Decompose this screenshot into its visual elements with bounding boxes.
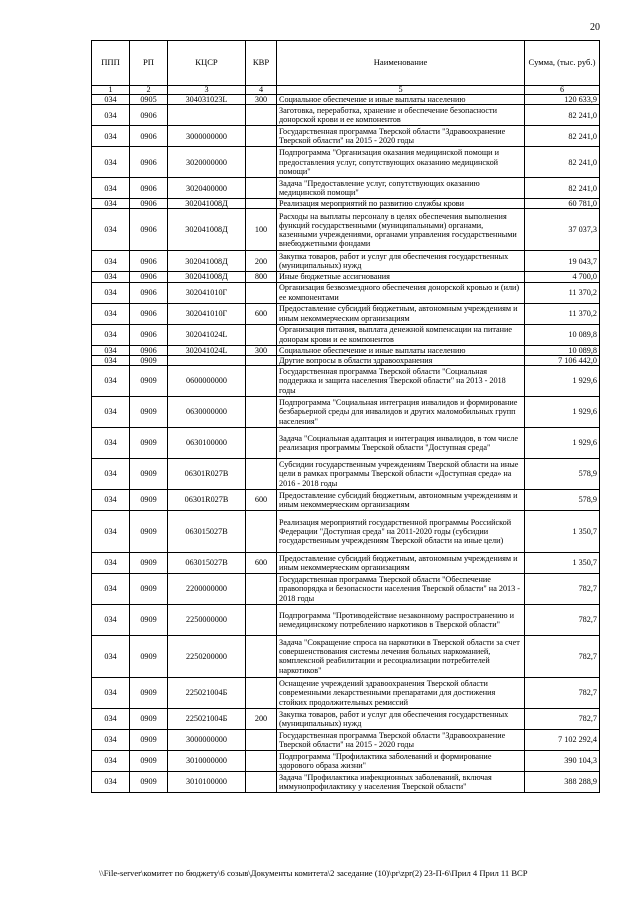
cell-ppp: 034: [92, 178, 130, 199]
cell-name: Подпрограмма "Социальная интеграция инвалидов и формирование безбарьерной среды для инвалидов и других маломобильных групп населения": [277, 396, 525, 427]
cell-ppp: 034: [92, 750, 130, 771]
cell-sum: 82 241,0: [525, 126, 600, 147]
cell-rp: 0906: [130, 126, 168, 147]
cell-name: Социальное обеспечение и иные выплаты населению: [277, 95, 525, 105]
cell-sum: 7 102 292,4: [525, 729, 600, 750]
col-index: 5: [277, 86, 525, 95]
cell-rp: 0906: [130, 209, 168, 251]
cell-name: Заготовка, переработка, хранение и обеспечение безопасности донорской крови и ее компонентов: [277, 105, 525, 126]
cell-ppp: 034: [92, 604, 130, 635]
col-header-rp: РП: [130, 41, 168, 86]
cell-kcsr: 2250200000: [168, 635, 246, 677]
cell-rp: 0906: [130, 178, 168, 199]
cell-kvr: [246, 750, 277, 771]
cell-sum: 10 089,8: [525, 324, 600, 345]
table-row: [92, 396, 600, 427]
table-row: [92, 105, 600, 126]
cell-kvr: [246, 105, 277, 126]
cell-sum: 782,7: [525, 635, 600, 677]
table-row: [92, 95, 600, 105]
cell-rp: 0906: [130, 303, 168, 324]
cell-name: Предоставление субсидий бюджетным, автономным учреждениям и иным некоммерческим организациям: [277, 552, 525, 573]
cell-kvr: [246, 677, 277, 708]
cell-kvr: [246, 427, 277, 458]
table-row: [92, 147, 600, 178]
cell-rp: 0909: [130, 458, 168, 489]
cell-sum: 1 929,6: [525, 396, 600, 427]
cell-rp: 0905: [130, 95, 168, 105]
cell-ppp: 034: [92, 199, 130, 209]
page-number: 20: [590, 22, 600, 33]
cell-name: Задача "Профилактика инфекционных заболеваний, включая иммунопрофилактику у населения Тверской области": [277, 771, 525, 792]
col-index: 4: [246, 86, 277, 95]
cell-sum: 60 781,0: [525, 199, 600, 209]
cell-kvr: [246, 396, 277, 427]
cell-rp: 0909: [130, 604, 168, 635]
cell-rp: 0909: [130, 573, 168, 604]
cell-kcsr: 063015027В: [168, 552, 246, 573]
cell-sum: 1 929,6: [525, 427, 600, 458]
cell-kcsr: 3000000000: [168, 126, 246, 147]
cell-name: Иные бюджетные ассигнования: [277, 272, 525, 282]
cell-kcsr: 06301R027В: [168, 458, 246, 489]
cell-kcsr: [168, 105, 246, 126]
cell-kvr: [246, 178, 277, 199]
cell-kcsr: 302041008Д: [168, 272, 246, 282]
cell-kvr: [246, 510, 277, 552]
cell-rp: 0906: [130, 251, 168, 272]
cell-ppp: 034: [92, 510, 130, 552]
table-row: [92, 209, 600, 251]
cell-kcsr: [168, 355, 246, 365]
cell-kvr: 100: [246, 209, 277, 251]
table-row: [92, 126, 600, 147]
cell-name: Закупка товаров, работ и услуг для обеспечения государственных (муниципальных) нужд: [277, 708, 525, 729]
cell-ppp: 034: [92, 396, 130, 427]
cell-sum: 82 241,0: [525, 105, 600, 126]
column-index-row: [92, 86, 600, 95]
cell-sum: 19 043,7: [525, 251, 600, 272]
table-row: [92, 573, 600, 604]
cell-rp: 0909: [130, 677, 168, 708]
cell-ppp: 034: [92, 635, 130, 677]
cell-ppp: 034: [92, 105, 130, 126]
table-row: [92, 324, 600, 345]
cell-kvr: 800: [246, 272, 277, 282]
cell-kcsr: 0600000000: [168, 365, 246, 396]
col-header-ppp: ППП: [92, 41, 130, 86]
cell-sum: 782,7: [525, 604, 600, 635]
cell-ppp: 034: [92, 126, 130, 147]
cell-rp: 0909: [130, 365, 168, 396]
cell-kvr: [246, 729, 277, 750]
cell-kvr: 300: [246, 345, 277, 355]
table-row: [92, 427, 600, 458]
cell-sum: 1 350,7: [525, 510, 600, 552]
table-row: [92, 458, 600, 489]
cell-kcsr: 3020400000: [168, 178, 246, 199]
cell-kcsr: 302041008Д: [168, 251, 246, 272]
cell-kcsr: 3010000000: [168, 750, 246, 771]
cell-kvr: [246, 355, 277, 365]
cell-kcsr: 3020000000: [168, 147, 246, 178]
cell-sum: 782,7: [525, 708, 600, 729]
cell-ppp: 034: [92, 272, 130, 282]
cell-sum: 578,9: [525, 489, 600, 510]
cell-kvr: [246, 365, 277, 396]
cell-rp: 0909: [130, 510, 168, 552]
cell-kcsr: 06301R027В: [168, 489, 246, 510]
cell-kcsr: 0630100000: [168, 427, 246, 458]
cell-kvr: [246, 458, 277, 489]
cell-kcsr: 225021004Б: [168, 708, 246, 729]
cell-rp: 0906: [130, 105, 168, 126]
cell-ppp: 034: [92, 729, 130, 750]
table-row: [92, 199, 600, 209]
cell-sum: 578,9: [525, 458, 600, 489]
cell-sum: 7 106 442,0: [525, 355, 600, 365]
table-row: [92, 272, 600, 282]
cell-rp: 0909: [130, 396, 168, 427]
cell-name: Другие вопросы в области здравоохранения: [277, 355, 525, 365]
cell-kcsr: 2250000000: [168, 604, 246, 635]
cell-ppp: 034: [92, 708, 130, 729]
cell-name: Задача "Социальная адаптация и интеграция инвалидов, в том числе реализация программы Тверской области "Доступная среда": [277, 427, 525, 458]
cell-kvr: [246, 199, 277, 209]
cell-kcsr: 063015027В: [168, 510, 246, 552]
cell-ppp: 034: [92, 345, 130, 355]
cell-rp: 0909: [130, 489, 168, 510]
table-row: [92, 708, 600, 729]
cell-kcsr: 304031023L: [168, 95, 246, 105]
cell-kvr: 600: [246, 552, 277, 573]
cell-sum: 4 700,0: [525, 272, 600, 282]
table-row: [92, 489, 600, 510]
cell-sum: 37 037,3: [525, 209, 600, 251]
col-index: 2: [130, 86, 168, 95]
cell-name: Закупка товаров, работ и услуг для обеспечения государственных (муниципальных) нужд: [277, 251, 525, 272]
cell-name: Субсидии государственным учреждениям Тверской области на иные цели в рамках программы Тверской области «Доступная среда» на 2016 - 2018 годы: [277, 458, 525, 489]
table-row: [92, 510, 600, 552]
cell-ppp: 034: [92, 251, 130, 272]
cell-ppp: 034: [92, 365, 130, 396]
cell-rp: 0909: [130, 750, 168, 771]
cell-sum: 11 370,2: [525, 282, 600, 303]
file-path-footer: \\File-server\комитет по бюджету\6 созыв\Документы комитета\2 заседание (10)\pr\zpr(2) 23-П-6\Прил 4 Прил 11 ВСР: [99, 868, 528, 878]
budget-table: [91, 40, 600, 793]
cell-rp: 0909: [130, 635, 168, 677]
cell-ppp: 034: [92, 489, 130, 510]
cell-kvr: 600: [246, 303, 277, 324]
cell-rp: 0906: [130, 199, 168, 209]
cell-rp: 0906: [130, 272, 168, 282]
cell-ppp: 034: [92, 573, 130, 604]
cell-kcsr: 302041008Д: [168, 209, 246, 251]
table-row: [92, 282, 600, 303]
cell-name: Задача "Сокращение спроса на наркотики в Тверской области за счет совершенствования системы лечения больных наркоманией, комплексной реабилитации и ресоциализации потребителей наркотиков": [277, 635, 525, 677]
cell-rp: 0906: [130, 147, 168, 178]
cell-kvr: [246, 126, 277, 147]
cell-name: Подпрограмма "Профилактика заболеваний и формирование здорового образа жизни": [277, 750, 525, 771]
cell-ppp: 034: [92, 771, 130, 792]
cell-name: Подпрограмма "Организация оказания медицинской помощи и предоставления услуг, сопутствующих оказанию медицинской помощи": [277, 147, 525, 178]
table-row: [92, 365, 600, 396]
cell-kvr: 200: [246, 708, 277, 729]
table-row: [92, 771, 600, 792]
cell-kvr: [246, 324, 277, 345]
table-row: [92, 750, 600, 771]
cell-ppp: 034: [92, 355, 130, 365]
cell-ppp: 034: [92, 677, 130, 708]
cell-name: Предоставление субсидий бюджетным, автономным учреждениям и иным некоммерческим организациям: [277, 489, 525, 510]
table-row: [92, 729, 600, 750]
cell-sum: 82 241,0: [525, 178, 600, 199]
cell-sum: 782,7: [525, 573, 600, 604]
table-row: [92, 604, 600, 635]
cell-kcsr: 2200000000: [168, 573, 246, 604]
cell-name: Организация питания, выплата денежной компенсации на питание донорам крови и ее компонентов: [277, 324, 525, 345]
cell-rp: 0906: [130, 345, 168, 355]
col-index: 1: [92, 86, 130, 95]
cell-kcsr: 302041010Г: [168, 282, 246, 303]
cell-name: Государственная программа Тверской области "Здравоохранение Тверской области" на 2015 - 2020 годы: [277, 729, 525, 750]
cell-kvr: [246, 282, 277, 303]
cell-name: Государственная программа Тверской области "Социальная поддержка и защита населения Тверской области" на 2013 - 2018 годы: [277, 365, 525, 396]
col-index: 3: [168, 86, 246, 95]
table-body: [92, 95, 600, 793]
cell-sum: 11 370,2: [525, 303, 600, 324]
cell-kcsr: 302041024L: [168, 345, 246, 355]
cell-kvr: 600: [246, 489, 277, 510]
cell-kvr: [246, 573, 277, 604]
cell-ppp: 034: [92, 427, 130, 458]
cell-name: Реализация мероприятий по развитию службы крови: [277, 199, 525, 209]
cell-rp: 0909: [130, 427, 168, 458]
cell-kvr: [246, 604, 277, 635]
col-header-kvr: КВР: [246, 41, 277, 86]
cell-sum: 782,7: [525, 677, 600, 708]
cell-sum: 10 089,8: [525, 345, 600, 355]
cell-kcsr: 0630000000: [168, 396, 246, 427]
table-row: [92, 635, 600, 677]
cell-ppp: 034: [92, 458, 130, 489]
table-row: [92, 355, 600, 365]
cell-kcsr: 302041010Г: [168, 303, 246, 324]
cell-name: Организация безвозмездного обеспечения донорской кровью и (или) ее компонентами: [277, 282, 525, 303]
cell-kvr: [246, 635, 277, 677]
cell-name: Предоставление субсидий бюджетным, автономным учреждениям и иным некоммерческим организациям: [277, 303, 525, 324]
cell-ppp: 034: [92, 209, 130, 251]
cell-rp: 0906: [130, 324, 168, 345]
cell-kcsr: 3000000000: [168, 729, 246, 750]
cell-ppp: 034: [92, 552, 130, 573]
table-row: [92, 251, 600, 272]
cell-ppp: 034: [92, 282, 130, 303]
cell-rp: 0906: [130, 282, 168, 303]
cell-kvr: [246, 147, 277, 178]
col-index: 6: [525, 86, 600, 95]
cell-kvr: 200: [246, 251, 277, 272]
cell-name: Задача "Предоставление услуг, сопутствующих оказанию медицинской помощи": [277, 178, 525, 199]
cell-kcsr: 3010100000: [168, 771, 246, 792]
cell-kvr: 300: [246, 95, 277, 105]
cell-kcsr: 225021004Б: [168, 677, 246, 708]
cell-name: Государственная программа Тверской области "Обеспечение правопорядка и безопасности населения Тверской области" на 2013 - 2018 годы: [277, 573, 525, 604]
cell-name: Оснащение учреждений здравоохранения Тверской области современными лекарственными препаратами для достижения стойких продолжительных ремиссий: [277, 677, 525, 708]
cell-sum: 1 929,6: [525, 365, 600, 396]
cell-name: Расходы на выплаты персоналу в целях обеспечения выполнения функций государственными (муниципальными) органами, казенными учреждениями, органами управления государственными внебюджетными фондами: [277, 209, 525, 251]
cell-ppp: 034: [92, 95, 130, 105]
cell-ppp: 034: [92, 324, 130, 345]
cell-rp: 0909: [130, 729, 168, 750]
cell-rp: 0909: [130, 355, 168, 365]
col-header-name: Наименование: [277, 41, 525, 86]
header-row: [92, 41, 600, 86]
table-row: [92, 303, 600, 324]
col-header-kcsr: КЦСР: [168, 41, 246, 86]
cell-sum: 388 288,9: [525, 771, 600, 792]
table-row: [92, 677, 600, 708]
table-row: [92, 178, 600, 199]
cell-sum: 82 241,0: [525, 147, 600, 178]
cell-rp: 0909: [130, 771, 168, 792]
col-header-sum: Сумма, (тыс. руб.): [525, 41, 600, 86]
cell-kcsr: 302041008Д: [168, 199, 246, 209]
cell-name: Подпрограмма "Противодействие незаконному распространению и немедицинскому потреблению наркотиков в Тверской области": [277, 604, 525, 635]
table-row: [92, 345, 600, 355]
table-row: [92, 552, 600, 573]
cell-name: Государственная программа Тверской области "Здравоохранение Тверской области" на 2015 - 2020 годы: [277, 126, 525, 147]
cell-name: Реализация мероприятий государственной программы Российской Федерации "Доступная среда" на 2011-2020 годы (субсидии государственным учреждениям Тверской области на иные цели): [277, 510, 525, 552]
cell-sum: 1 350,7: [525, 552, 600, 573]
cell-name: Социальное обеспечение и иные выплаты населению: [277, 345, 525, 355]
cell-sum: 120 633,9: [525, 95, 600, 105]
cell-ppp: 034: [92, 147, 130, 178]
cell-kcsr: 302041024L: [168, 324, 246, 345]
cell-rp: 0909: [130, 552, 168, 573]
cell-ppp: 034: [92, 303, 130, 324]
cell-sum: 390 104,3: [525, 750, 600, 771]
cell-kvr: [246, 771, 277, 792]
cell-rp: 0909: [130, 708, 168, 729]
